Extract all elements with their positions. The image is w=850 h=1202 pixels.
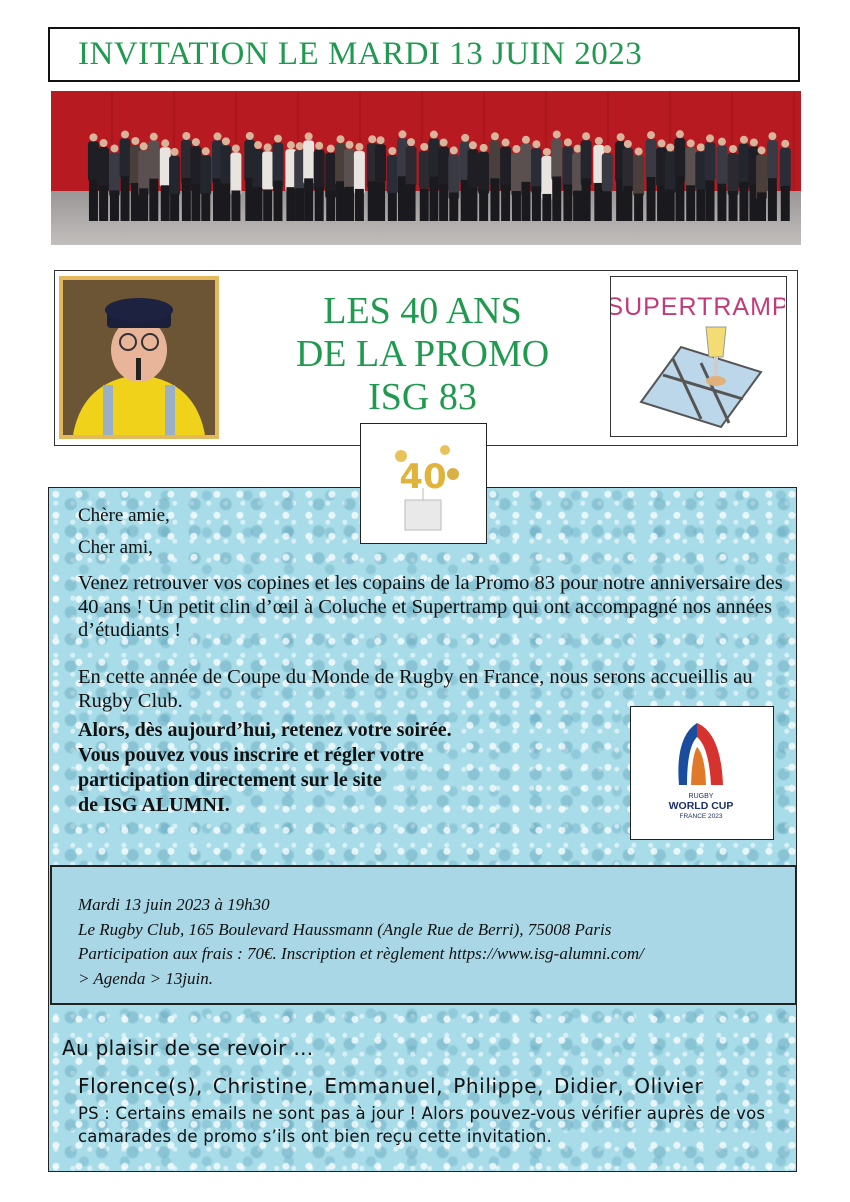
crowd-person-legs — [295, 188, 304, 221]
crowd-person-head — [305, 132, 313, 140]
rwc-line-world-cup: WORLD CUP — [668, 800, 734, 812]
crowd-person-head — [595, 137, 603, 145]
crowd-person-head — [740, 136, 748, 144]
crowd-person-body — [728, 153, 739, 196]
promo-title — [240, 290, 605, 419]
supertramp-wordmark: SUPERTRAMP — [611, 293, 785, 321]
crowd-person-head — [461, 134, 469, 142]
invitation-title: INVITATION LE MARDI 13 JUIN 2023 — [78, 36, 643, 72]
crowd-person-legs — [582, 178, 591, 221]
crowd-person-head — [161, 139, 169, 147]
crowd-person-legs — [757, 192, 766, 221]
event-agenda-path: > Agenda > 13juin. — [78, 968, 214, 988]
crowd-person-legs — [675, 176, 684, 221]
crowd-person-legs — [286, 187, 295, 221]
crowd-person-head — [553, 130, 561, 138]
crowd-person-body — [602, 153, 613, 191]
crowd-person-body — [314, 150, 325, 191]
closing-greeting: Au plaisir de se revoir … — [62, 1036, 314, 1060]
crowd-person-body — [622, 148, 633, 192]
crowd-person-head — [706, 134, 714, 142]
crowd-person-legs — [563, 184, 572, 221]
crowd-person-head — [150, 133, 158, 141]
crowd-person-head — [647, 131, 655, 139]
crowd-person-head — [666, 144, 674, 152]
crowd-person-body — [354, 151, 365, 195]
crowd-person-head — [355, 143, 363, 151]
crowd-person-legs — [89, 179, 98, 221]
crowd-person-legs — [521, 182, 530, 221]
crowd-person-head — [420, 143, 428, 151]
supertramp-artwork — [611, 277, 785, 435]
crowd-person-body — [109, 152, 120, 196]
crowd-person-head — [687, 139, 695, 147]
crowd-person-legs — [623, 186, 632, 221]
crowd-person-body — [551, 138, 562, 180]
rugby-world-cup-logo — [630, 706, 774, 840]
crowd-person-head — [398, 130, 406, 138]
crowd-person-head — [522, 136, 530, 144]
crowd-person-body — [253, 149, 264, 191]
crowd-person-head — [658, 139, 666, 147]
crowd-person-legs — [355, 189, 364, 221]
crowd-person-head — [254, 141, 262, 149]
crowd-person-head — [480, 144, 488, 152]
crowd-person-legs — [161, 185, 170, 221]
crowd-silhouettes — [51, 91, 801, 245]
crowd-person-head — [768, 132, 776, 140]
crowd-person-head — [440, 138, 448, 146]
crowd-person-body — [716, 146, 727, 186]
crowd-person-body — [646, 139, 657, 180]
crowd-person-legs — [468, 187, 477, 221]
invitation-paragraph: Venez retrouver vos copines et les copains de la Promo 83 pour notre anniversaire des 40 ans ! Un petit clin d’œil à Coluche et Supertramp qui ont accompagné nos années d’étudiants ! — [78, 572, 783, 641]
crowd-person-head — [603, 145, 611, 153]
crowd-person-legs — [739, 182, 748, 221]
callout-line-3: participation directement sur le site — [78, 769, 382, 791]
crowd-person-legs — [254, 187, 263, 221]
crowd-person-legs — [139, 188, 148, 221]
crowd-person-head — [697, 143, 705, 151]
callout-line-2: Vous pouvez vous inscrire et régler votre — [78, 744, 424, 766]
salutation-female: Chère amie, — [78, 505, 170, 526]
rugby-paragraph: En cette année de Coupe du Monde de Rugby en France, nous serons accueillis au Rugby Club. — [78, 666, 753, 712]
crowd-person-head — [407, 138, 415, 146]
coluche-illustration — [63, 280, 215, 435]
crowd-person-body — [406, 146, 417, 186]
crowd-person-head — [337, 135, 345, 143]
crowd-person-legs — [729, 191, 738, 221]
crowd-person-body — [478, 152, 489, 195]
crowd-person-legs — [717, 184, 726, 221]
crowd-person-head — [564, 138, 572, 146]
crowd-person-body — [262, 151, 273, 190]
crowd-person-body — [685, 147, 696, 186]
crowd-person-head — [202, 147, 210, 155]
crowd-person-legs — [304, 178, 313, 221]
crowd-person-legs — [420, 189, 429, 221]
crowd-person-head — [287, 141, 295, 149]
crowd-person-head — [750, 138, 758, 146]
crowd-person-body — [705, 142, 716, 180]
crowd-person-head — [110, 144, 118, 152]
crowd-person-legs — [170, 194, 179, 221]
crowd-person-legs — [221, 183, 230, 221]
crowd-person-legs — [634, 193, 643, 221]
crowd-person-legs — [231, 190, 240, 221]
crowd-person-head — [131, 137, 139, 145]
crowd-person-legs — [345, 187, 354, 221]
crowd-person-body — [767, 140, 778, 179]
event-price-registration: Participation aux frais : 70€. Inscription et règlement https://www.isg-alumni.com/ — [78, 944, 644, 963]
crowd-person-head — [368, 135, 376, 143]
crowd-person-head — [121, 130, 129, 138]
crowd-person-legs — [191, 184, 200, 221]
event-venue: Le Rugby Club, 165 Boulevard Haussmann (Angle Rue de Berri), 75008 Paris — [78, 919, 612, 939]
coluche-portrait — [59, 276, 219, 439]
crowd-person-body — [674, 138, 685, 182]
crowd-person-legs — [213, 178, 222, 221]
crowd-person-legs — [336, 181, 345, 221]
crowd-person-head — [781, 140, 789, 148]
crowd-person-legs — [666, 190, 675, 221]
crowd-person-body — [633, 155, 644, 196]
crowd-person-head — [346, 141, 354, 149]
crowd-person-head — [617, 133, 625, 141]
crowd-person-head — [214, 132, 222, 140]
crowd-person-legs — [388, 193, 397, 221]
crowd-person-body — [780, 148, 791, 192]
crowd-person-body — [120, 138, 131, 178]
crowd-person-legs — [781, 186, 790, 221]
rwc-line-rugby: RUGBY — [688, 793, 714, 800]
crowd-person-legs — [647, 177, 656, 221]
crowd-person-head — [222, 137, 230, 145]
crowd-person-legs — [768, 178, 777, 221]
crowd-person-head — [140, 142, 148, 150]
crowd-person-head — [512, 145, 520, 153]
crowd-person-head — [274, 135, 282, 143]
crowd-person-legs — [573, 191, 582, 221]
crowd-person-head — [574, 145, 582, 153]
crowd-person-legs — [686, 185, 695, 221]
crowd-person-body — [169, 156, 180, 196]
crowd-person-head — [89, 133, 97, 141]
registration-callout — [78, 718, 638, 818]
group-photo — [51, 91, 801, 245]
crowd-person-head — [469, 141, 477, 149]
rwc-emblem — [631, 707, 772, 838]
crowd-person-body — [181, 140, 192, 184]
crowd-person-legs — [263, 189, 272, 221]
callout-line-4: de ISG ALUMNI. — [78, 794, 230, 816]
crowd-person-body — [375, 144, 386, 182]
crowd-person-legs — [439, 184, 448, 221]
salutation-male: Cher ami, — [78, 537, 153, 558]
promo-title-line-2: DE LA PROMO — [295, 333, 550, 375]
crowd-person-head — [100, 139, 108, 147]
crowd-person-legs — [696, 189, 705, 221]
crowd-person-body — [200, 155, 211, 195]
crowd-person-head — [246, 132, 254, 140]
crowd-person-head — [182, 132, 190, 140]
crowd-person-head — [192, 138, 200, 146]
crowd-person-head — [450, 146, 458, 154]
crowd-person-legs — [490, 178, 499, 221]
crowd-person-legs — [315, 188, 324, 221]
crowd-person-legs — [542, 194, 551, 221]
crowd-person-legs — [376, 182, 385, 221]
event-details-box — [50, 865, 797, 1005]
crowd-person-legs — [99, 185, 108, 221]
crowd-person-head — [388, 147, 396, 155]
crowd-person-body — [344, 149, 355, 189]
crowd-person-head — [171, 148, 179, 156]
supertramp-logo — [610, 276, 787, 437]
crowd-person-head — [315, 142, 323, 150]
crowd-person-head — [264, 143, 272, 151]
crowd-person-body — [428, 139, 439, 178]
crowd-person-legs — [501, 185, 510, 221]
crowd-person-body — [467, 149, 478, 188]
crowd-person-legs — [512, 191, 521, 221]
crowd-person-body — [541, 156, 552, 201]
crowd-person-body — [562, 146, 573, 190]
crowd-person-legs — [149, 179, 158, 221]
crowd-person-head — [543, 148, 551, 156]
crowd-person-legs — [429, 177, 438, 221]
crowd-person-head — [327, 145, 335, 153]
crowd-person-head — [232, 144, 240, 152]
crowd-person-head — [491, 132, 499, 140]
crowd-person-body — [387, 155, 398, 194]
crowd-person-head — [718, 138, 726, 146]
crowd-person-head — [430, 131, 438, 139]
crowd-person-body — [520, 144, 531, 185]
crowd-person-head — [758, 146, 766, 154]
crowd-person-legs — [326, 191, 335, 221]
crowd-person-legs — [201, 193, 210, 221]
promo-title-line-3: ISG 83 — [368, 376, 477, 418]
callout-line-1: Alors, dès aujourd’hui, retenez votre soirée. — [78, 719, 452, 741]
crowd-person-head — [676, 130, 684, 138]
crowd-person-head — [624, 140, 632, 148]
event-date: Mardi 13 juin 2023 à 19h30 — [78, 895, 270, 914]
organizers-names: Florence(s), Christine, Emmanuel, Philippe, Didier, Olivier — [78, 1074, 704, 1098]
crowd-person-body — [438, 146, 449, 190]
promo-title-line-1: LES 40 ANS — [323, 290, 522, 332]
crowd-person-legs — [182, 178, 191, 221]
crowd-person-legs — [449, 192, 458, 221]
crowd-person-legs — [706, 180, 715, 221]
forty-number: 40 — [399, 457, 447, 497]
crowd-person-body — [665, 152, 676, 194]
crowd-person-legs — [110, 190, 119, 221]
crowd-person-legs — [121, 176, 130, 221]
crowd-person-legs — [603, 191, 612, 221]
crowd-person-head — [296, 142, 304, 150]
crowd-person-legs — [552, 176, 561, 221]
crowd-person-head — [582, 132, 590, 140]
crowd-person-body — [220, 145, 231, 184]
crowd-person-body — [419, 151, 430, 189]
crowd-person-head — [377, 136, 385, 144]
crowd-person-legs — [273, 181, 282, 221]
crowd-person-legs — [368, 181, 377, 221]
crowd-person-body — [230, 152, 241, 195]
crowd-person-legs — [479, 190, 488, 221]
crowd-person-body — [303, 140, 314, 184]
crowd-person-body — [148, 141, 159, 181]
crowd-person-head — [532, 140, 540, 148]
crowd-person-legs — [532, 186, 541, 221]
crowd-person-body — [511, 153, 522, 196]
crowd-person-head — [729, 145, 737, 153]
crowd-person-legs — [407, 184, 416, 221]
postscript: PS : Certains emails ne sont pas à jour ! Alors pouvez-vous vérifier auprès de vos camarades de promo s’ils ont bien reçu cette invitation. — [78, 1104, 766, 1146]
crowd-person-body — [88, 141, 99, 181]
rwc-line-france: FRANCE 2023 — [679, 813, 723, 820]
crowd-person-legs — [657, 185, 666, 221]
invitation-header — [48, 27, 800, 82]
crowd-person-head — [635, 147, 643, 155]
crowd-person-head — [502, 139, 510, 147]
